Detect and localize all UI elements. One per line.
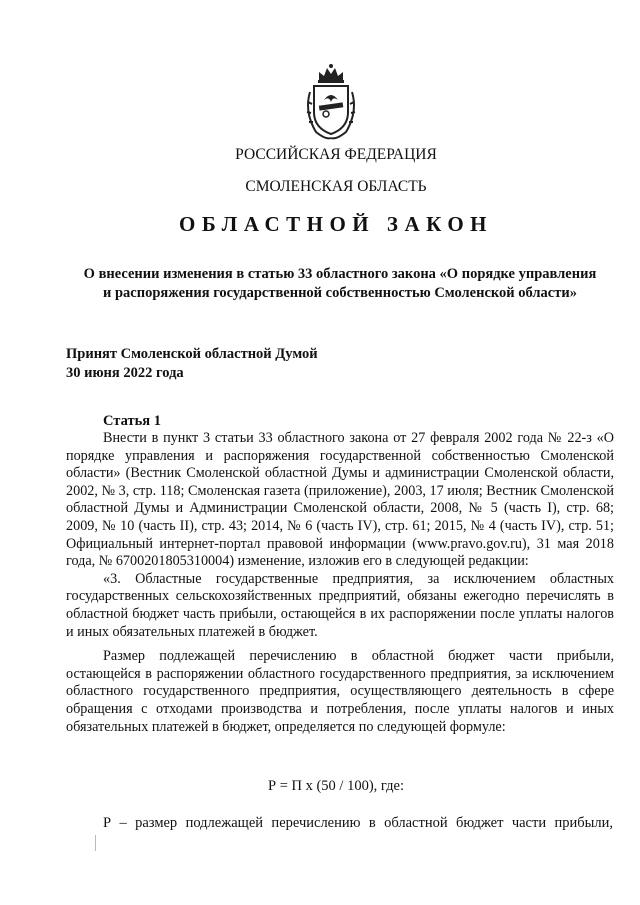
article-heading: Статья 1 [103,413,161,429]
adoption-info [66,345,318,383]
article-body [66,430,614,736]
law-title [66,265,614,303]
coat-of-arms-icon [302,62,360,142]
scan-mark [95,835,96,851]
law-title-line-2: и распоряжения государственной собственностью Смоленской области» [103,285,577,301]
adoption-date: 30 июня 2022 года [66,365,184,381]
article-paragraph-1: Внести в пункт 3 статьи 33 областного закона от 27 февраля 2002 года № 22-з «О порядке управления и распоряжения государственной собственностью Смоленской области» (Вестник Смоленской областной Думы и администрации Смоленской области, 2002, № 3, стр. 118; Смоленская газета (приложение), 2003, 17 июля; Вестник Смоленской областной Думы и Администрации Смоленской области, 2008, № 5 (часть I), стр. 68; 2009, № 10 (часть II), стр. 43; 2014, № 6 (часть IV), стр. 61; 2015, № 4 (часть IV), стр. 51; Официальный интернет-портал правовой информации (www.pravo.gov.ru), 31 мая 2018 года, № 6700201805310004) изменение, изложив его в следующей редакции: [66,430,614,570]
law-title-line-1: О внесении изменения в статью 33 областного закона «О порядке управления [83,266,597,282]
article-paragraph-2: «3. Областные государственные предприятия, за исключением областных государственных сельскохозяйственных предприятий, обязаны ежегодно перечислять в областной бюджет часть прибыли, остающейся в их распоряжении после уплаты налогов и иных обязательных платежей в бюджет. [66,570,614,640]
article-paragraph-3: Размер подлежащей перечислению в областной бюджет части прибыли, остающейся в распоряжении областного государственного предприятия, за исключением областного государственного предприятия, осуществляющего деятельность в сфере обращения с отходами производства и потребления, после уплаты налогов и иных обязательных платежей в бюджет, определяется по следующей формуле: [66,648,614,735]
document-type-heading: ОБЛАСТНОЙ ЗАКОН [178,212,493,236]
region-name: СМОЛЕНСКАЯ ОБЛАСТЬ [245,178,427,195]
definition-line: Р – размер подлежащей перечислению в областной бюджет части прибыли, [103,815,613,831]
adopted-by: Принят Смоленской областной Думой [66,346,318,362]
country-name: РОССИЙСКАЯ ФЕДЕРАЦИЯ [235,146,437,163]
formula: Р = П х (50 / 100), где: [268,778,404,794]
